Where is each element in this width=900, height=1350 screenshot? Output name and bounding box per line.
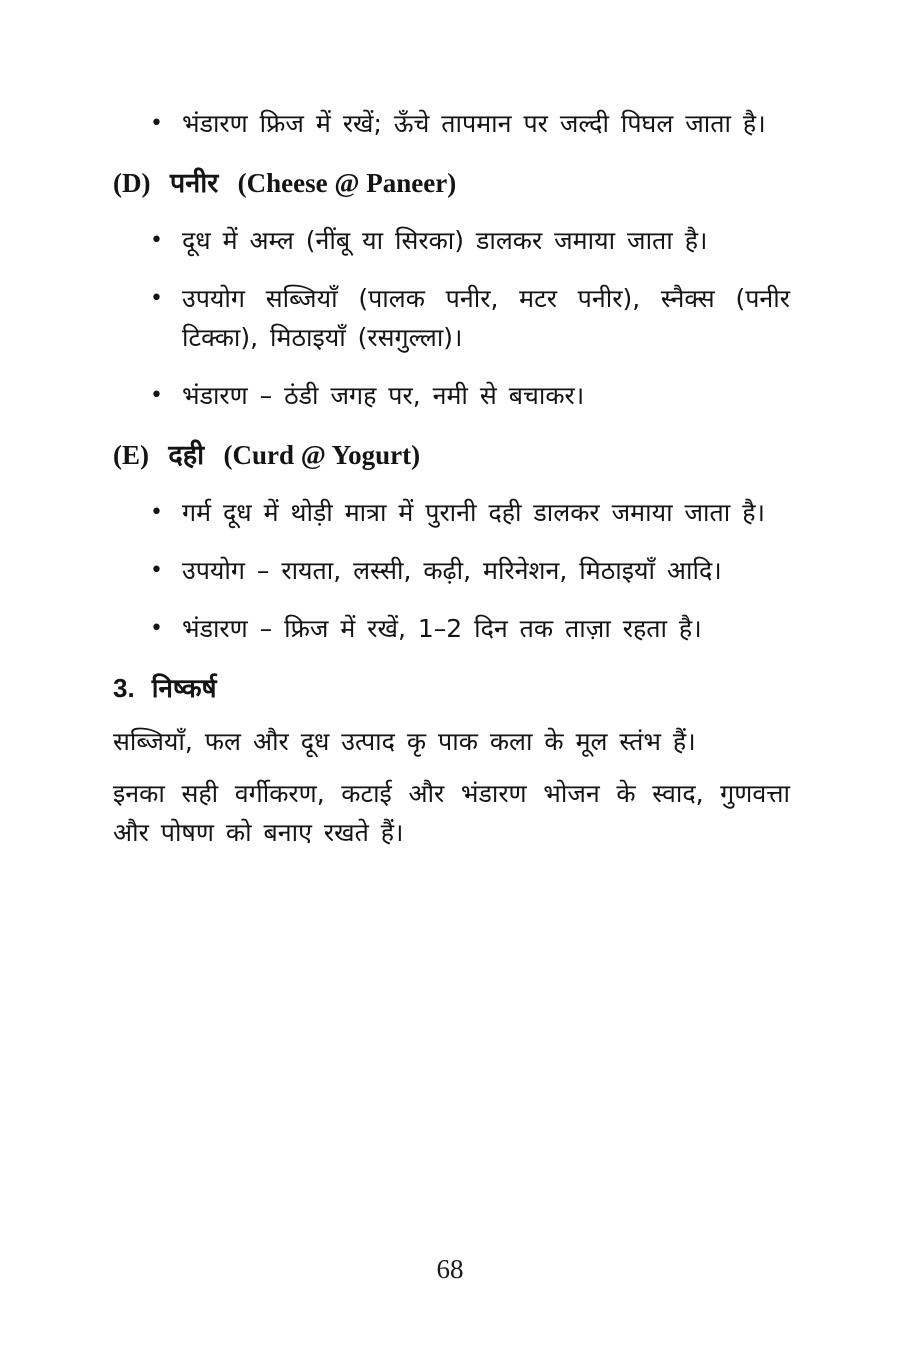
bullet-item — [113, 376, 790, 415]
conclusion-heading — [113, 667, 790, 710]
bullet-item — [113, 221, 790, 260]
bullet-dot-icon: • — [150, 286, 163, 311]
section-heading-paneer — [113, 162, 790, 205]
bullet-item — [113, 609, 790, 648]
conclusion-title: निष्कर्ष — [151, 674, 217, 704]
bullet-dot-icon: • — [150, 383, 163, 408]
conclusion-number: 3. — [113, 673, 135, 703]
section-heading-curd — [113, 434, 790, 477]
conclusion-paragraph: सब्जियाँ, फल और दूध उत्पाद कृ पाक कला के मूल स्तंभ हैं। — [113, 727, 696, 756]
bullet-text: उपयोग – रायता, लस्सी, कढ़ी, मरिनेशन, मिठाइयाँ आदि। — [182, 556, 722, 585]
conclusion-paragraph: इनका सही वर्गीकरण, कटाई और भंडारण भोजन के स्वाद, गुणवत्ता और पोषण को बनाए रखते हैं। — [113, 779, 790, 847]
bullet-text: भंडारण फ्रिज में रखें; ऊँचे तापमान पर जल्दी पिघल जाता है। — [182, 109, 766, 138]
bullet-text: उपयोग सब्जियाँ (पालक पनीर, मटर पनीर), स्नैक्स (पनीर टिक्का), मिठाइयाँ (रसगुल्ला)। — [182, 284, 790, 352]
section-label: (E) — [113, 440, 149, 470]
bullet-dot-icon: • — [150, 500, 163, 525]
bullet-item — [113, 551, 790, 590]
page-content — [113, 104, 790, 865]
bullet-dot-icon: • — [150, 616, 163, 641]
bullet-dot-icon: • — [150, 228, 163, 253]
bullet-item — [113, 104, 790, 143]
bullet-text: भंडारण – फ्रिज में रखें, 1–2 दिन तक ताज़ा रहता है। — [182, 614, 702, 643]
bullet-dot-icon: • — [150, 558, 163, 583]
bullet-item — [113, 279, 790, 357]
section-title-latin: (Curd @ Yogurt) — [223, 440, 421, 470]
bullet-item — [113, 493, 790, 532]
page-number: 68 — [436, 1254, 464, 1284]
section-label: (D) — [113, 168, 151, 198]
bullet-text: भंडारण – ठंडी जगह पर, नमी से बचाकर। — [182, 381, 585, 410]
bullet-dot-icon: • — [150, 111, 163, 136]
bullet-text: दूध में अम्ल (नींबू या सिरका) डालकर जमाया जाता है। — [182, 226, 708, 255]
bullet-text: गर्म दूध में थोड़ी मात्रा में पुरानी दही डालकर जमाया जाता है। — [182, 498, 765, 527]
section-title-hindi: दही — [168, 440, 205, 471]
section-title-hindi: पनीर — [169, 168, 219, 199]
section-title-latin: (Cheese @ Paneer) — [237, 168, 457, 198]
